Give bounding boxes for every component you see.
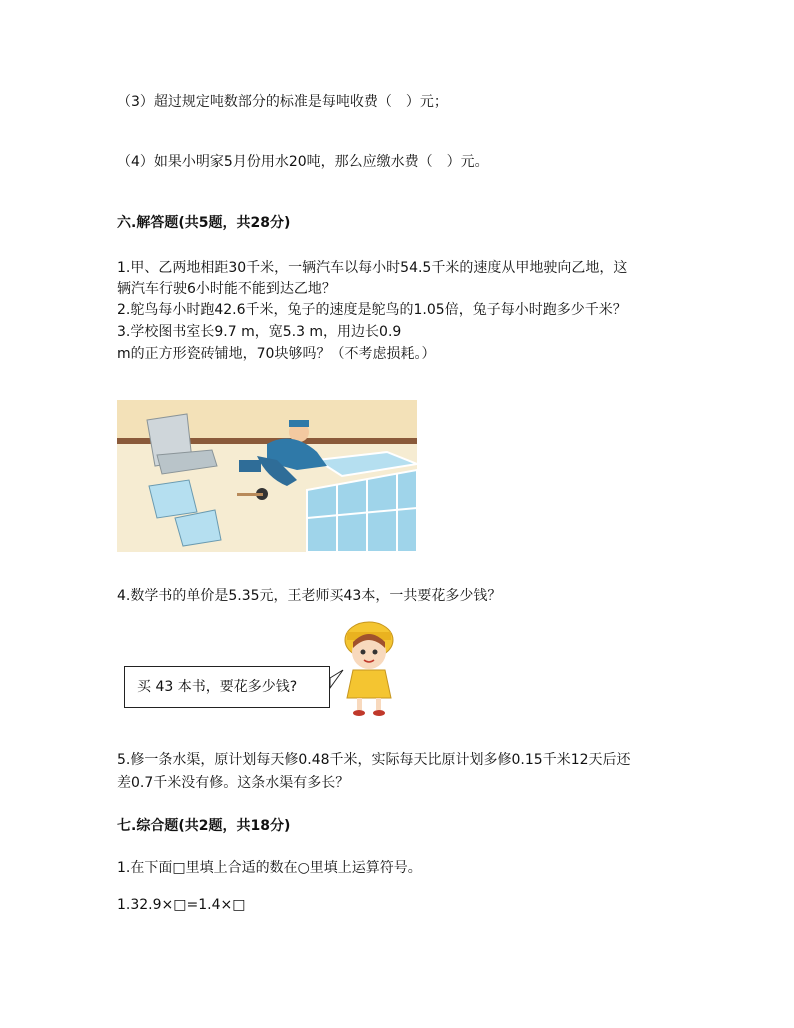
- speech-bubble-text: 买 43 本书，要花多少钱?: [137, 679, 298, 695]
- section-7-problem-1: 1.在下面□里填上合适的数在○里填上运算符号。: [117, 860, 422, 876]
- problem-5-line-1: 5.修一条水渠，原计划每天修0.48千米，实际每天比原计划多修0.15千米12天后还: [117, 752, 631, 768]
- tile-worker-illustration: [117, 400, 417, 552]
- section-7-problem-1-sub: 1.32.9×□=1.4×□: [117, 897, 246, 913]
- problem-1-line-2: 辆汽车行驶6小时能不能到达乙地？: [117, 281, 336, 297]
- question-4-subpart: （4）如果小明家5月份用水20吨，那么应缴水费（ ）元。: [117, 154, 489, 170]
- problem-1-line-1: 1.甲、乙两地相距30千米，一辆汽车以每小时54.5千米的速度从甲地驶向乙地，这: [117, 260, 628, 276]
- section-7-heading: 七.综合题(共2题，共18分): [117, 818, 291, 834]
- problem-3-line-1: 3.学校图书室长9.7 m，宽5.3 m，用边长0.9: [117, 324, 402, 340]
- problem-4: 4.数学书的单价是5.35元，王老师买43本，一共要花多少钱？: [117, 588, 502, 604]
- problem-3-line-2: m的正方形瓷砖铺地，70块够吗？（不考虑损耗。）: [117, 346, 436, 362]
- section-6-heading: 六.解答题(共5题，共28分): [117, 215, 291, 231]
- speech-bubble: [124, 666, 330, 708]
- question-3-subpart: （3）超过规定吨数部分的标准是每吨收费（ ）元；: [117, 94, 448, 110]
- problem-2: 2.鸵鸟每小时跑42.6千米，兔子的速度是鸵鸟的1.05倍，兔子每小时跑多少千米？: [117, 302, 627, 318]
- problem-5-line-2: 差0.7千米没有修。这条水渠有多长？: [117, 775, 350, 791]
